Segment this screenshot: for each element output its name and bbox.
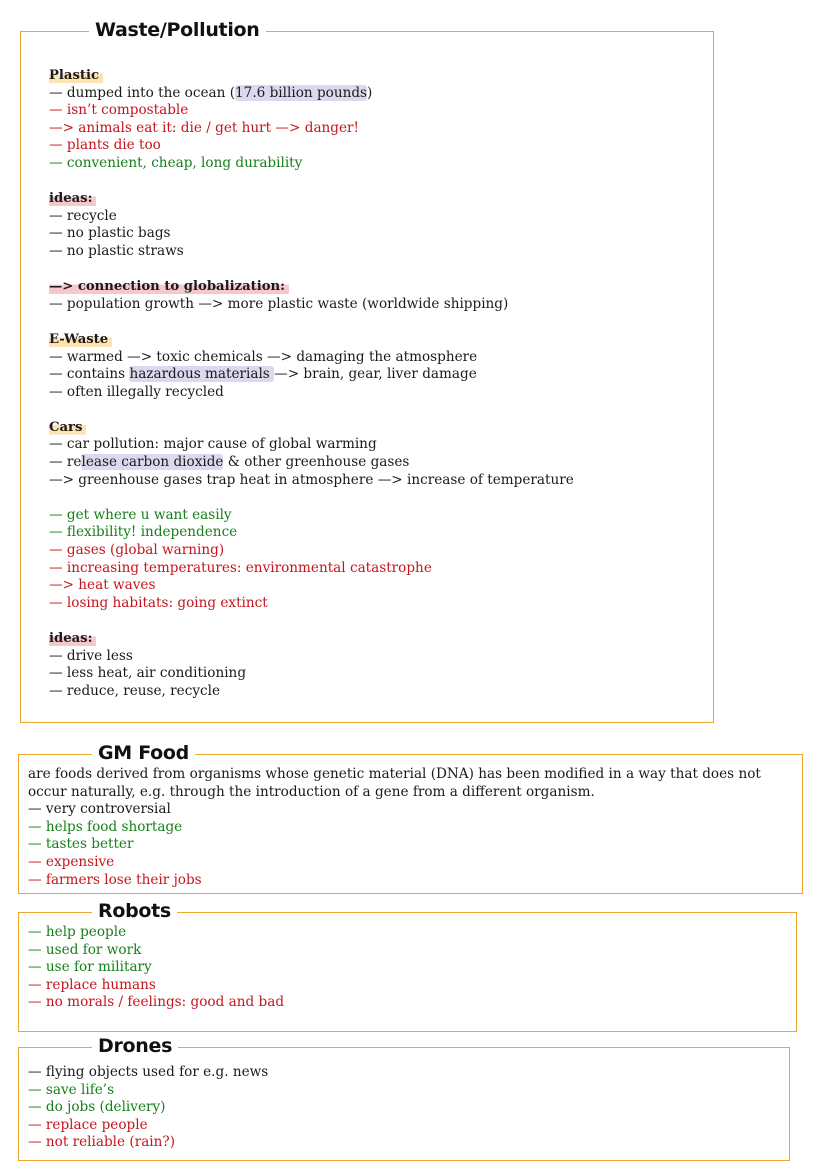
- cars-pro-2: — flexibility! independence: [49, 524, 238, 541]
- robots-pro-3: — use for military: [28, 959, 152, 976]
- cars-con-2: — increasing temperatures: environmental catastrophe: [49, 559, 432, 576]
- robots-pro-2: — used for work: [28, 941, 142, 958]
- ideas-heading-1: ideas:: [49, 190, 96, 208]
- drones-pro-2: — do jobs (delivery): [28, 1099, 166, 1116]
- gm-food-content: [28, 766, 788, 889]
- robots-pro-1: — help people: [28, 924, 127, 940]
- ideas-2-item: — less heat, air conditioning: [49, 665, 247, 682]
- plastic-line-1: — dumped into the ocean (17.6 billion pounds): [49, 84, 373, 101]
- plastic-line-3: —> animals eat it: die / get hurt —> danger!: [49, 119, 360, 136]
- gm-food-line-1: — very controversial: [28, 801, 171, 818]
- plastic-line-2: — isn’t compostable: [49, 102, 189, 119]
- ideas-1-item: — no plastic straws: [49, 242, 184, 259]
- robots-con-1: — replace humans: [28, 976, 156, 993]
- plastic-line-4: — plants die too: [49, 137, 161, 154]
- cars-pro-1: — get where u want easily: [49, 506, 232, 523]
- ewaste-line-2: — contains hazardous materials —> brain, gear, liver damage: [49, 366, 477, 383]
- cars-line-2: — release carbon dioxide & other greenhouse gases: [49, 454, 410, 471]
- carbon-dioxide-highlight: lease carbon dioxide: [81, 454, 224, 471]
- gm-food-definition: are foods derived from organisms whose genetic material (DNA) has been modified in a way that does not occur naturally, e.g. through the introduction of a gene from a different organism.: [28, 766, 761, 800]
- robots-title: Robots: [92, 898, 177, 924]
- ocean-amount-highlight: 17.6 billion pounds: [235, 84, 368, 101]
- drones-con-2: — not reliable (rain?): [28, 1134, 175, 1151]
- drones-con-1: — replace people: [28, 1116, 148, 1133]
- ewaste-heading: E-Waste: [49, 331, 112, 349]
- hazardous-highlight: hazardous materials: [129, 366, 275, 383]
- gm-food-con-1: — expensive: [28, 853, 115, 870]
- cars-heading: Cars: [49, 419, 86, 437]
- gm-food-pro-1: — helps food shortage: [28, 818, 183, 835]
- ewaste-line-1: — warmed —> toxic chemicals —> damaging the atmosphere: [49, 348, 478, 365]
- drones-content: [28, 1064, 268, 1152]
- cars-con-4: — losing habitats: going extinct: [49, 594, 268, 611]
- globalization-heading: —> connection to globalization:: [49, 278, 289, 296]
- ideas-1-item: — recycle: [49, 207, 117, 224]
- cars-con-1: — gases (global warning): [49, 542, 225, 559]
- cars-line-1: — car pollution: major cause of global warming: [49, 436, 377, 453]
- globalization-line-1: — population growth —> more plastic waste (worldwide shipping): [49, 295, 509, 312]
- waste-pollution-content: [49, 67, 574, 700]
- drones-pro-1: — save life’s: [28, 1081, 115, 1098]
- robots-con-2: — no morals / feelings: good and bad: [28, 994, 285, 1011]
- ideas-heading-2: ideas:: [49, 630, 96, 648]
- drones-title: Drones: [92, 1033, 178, 1059]
- robots-content: [28, 924, 284, 1012]
- cars-line-3: —> greenhouse gases trap heat in atmosphere —> increase of temperature: [49, 471, 574, 488]
- cars-con-3: —> heat waves: [49, 577, 156, 594]
- gm-food-title: GM Food: [92, 740, 195, 766]
- waste-pollution-title: Waste/Pollution: [89, 17, 266, 43]
- gm-food-con-2: — farmers lose their jobs: [28, 871, 202, 888]
- ideas-2-item: — drive less: [49, 647, 133, 664]
- plastic-heading: Plastic: [49, 67, 103, 85]
- ideas-2-item: — reduce, reuse, recycle: [49, 682, 221, 699]
- drones-line-1: — flying objects used for e.g. news: [28, 1064, 269, 1080]
- ideas-1-item: — no plastic bags: [49, 225, 171, 242]
- plastic-line-5: — convenient, cheap, long durability: [49, 154, 303, 171]
- ewaste-line-3: — often illegally recycled: [49, 383, 224, 400]
- gm-food-pro-2: — tastes better: [28, 836, 134, 853]
